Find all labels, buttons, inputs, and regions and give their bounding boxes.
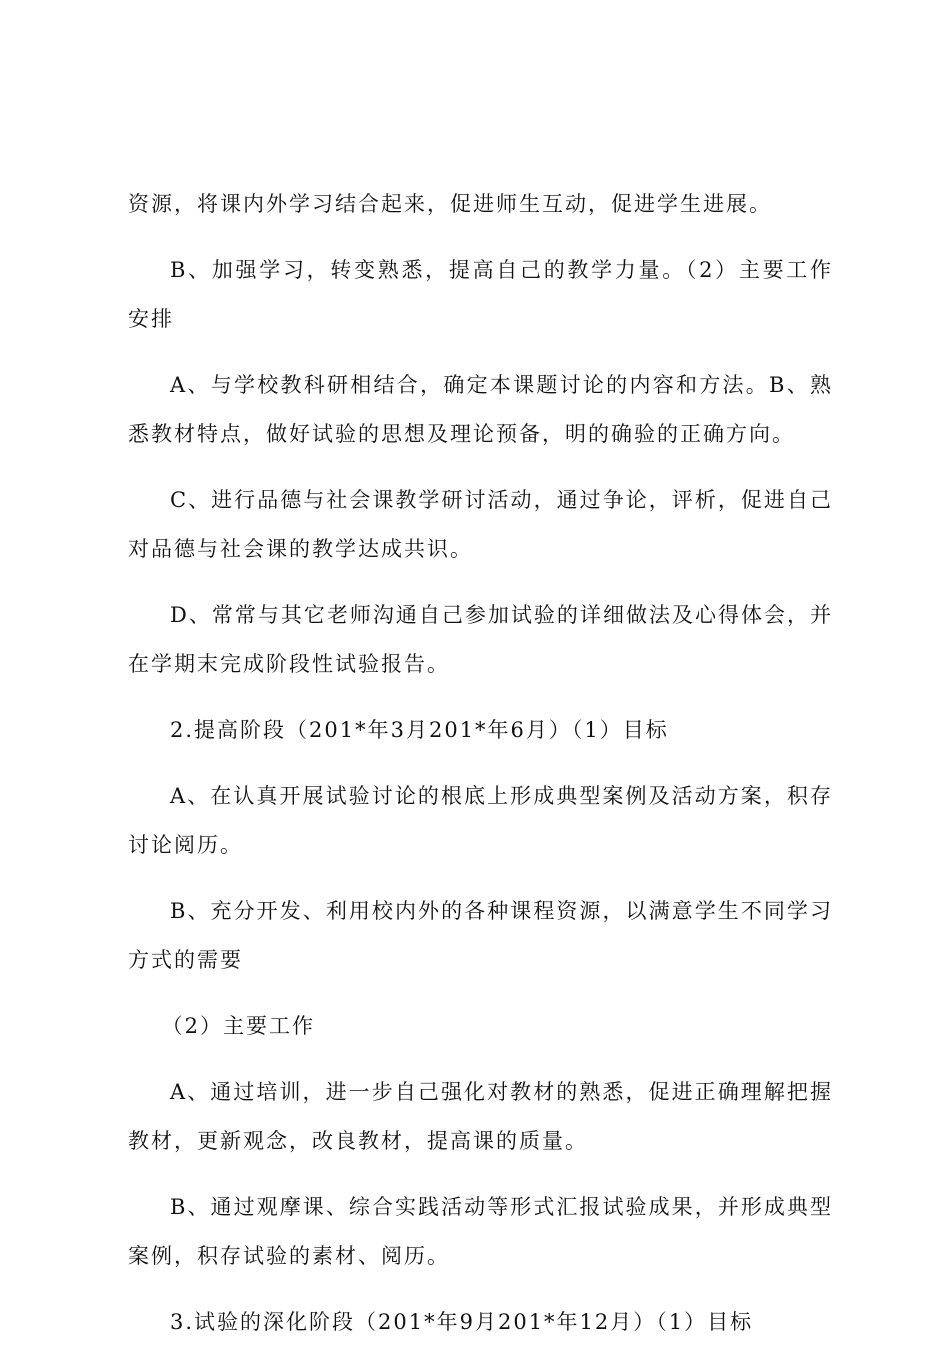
paragraph-11: B、通过观摩课、综合实践活动等形式汇报试验成果，并形成典型案例，积存试验的素材、阅历。	[128, 1195, 833, 1268]
paragraph-8: B、充分开发、利用校内外的各种课程资源，以满意学生不同学习方式的需要	[128, 899, 833, 972]
paragraph-5: D、常常与其它老师沟通自己参加试验的详细做法及心得体会，并在学期末完成阶段性试验报告。	[128, 603, 833, 676]
paragraph-9-heading: （2）主要工作	[161, 1014, 315, 1038]
document-body	[128, 180, 833, 1364]
paragraph-4: C、进行品德与社会课教学研讨活动，通过争论，评析，促进自己对品德与社会课的教学达成共识。	[128, 488, 833, 561]
paragraph-3: A、与学校教科研相结合，确定本课题讨论的内容和方法。B、熟悉教材特点，做好试验的思想及理论预备，明的确验的正确方向。	[128, 373, 833, 446]
paragraph-7: A、在认真开展试验讨论的根底上形成典型案例及活动方案，积存讨论阅历。	[128, 784, 833, 857]
paragraph-12-heading: 3.试验的深化阶段（201*年9月201*年12月）（1）目标	[170, 1310, 754, 1334]
paragraph-10: A、通过培训，进一步自己强化对教材的熟悉，促进正确理解把握教材，更新观念，改良教材，提高课的质量。	[128, 1080, 833, 1153]
paragraph-6-heading: 2.提高阶段（201*年3月201*年6月）（1）目标	[170, 718, 669, 742]
paragraph-2: B、加强学习，转变熟悉，提高自己的教学力量。（2）主要工作安排	[128, 258, 833, 331]
paragraph-1: 资源，将课内外学习结合起来，促进师生互动，促进学生进展。	[128, 192, 772, 216]
